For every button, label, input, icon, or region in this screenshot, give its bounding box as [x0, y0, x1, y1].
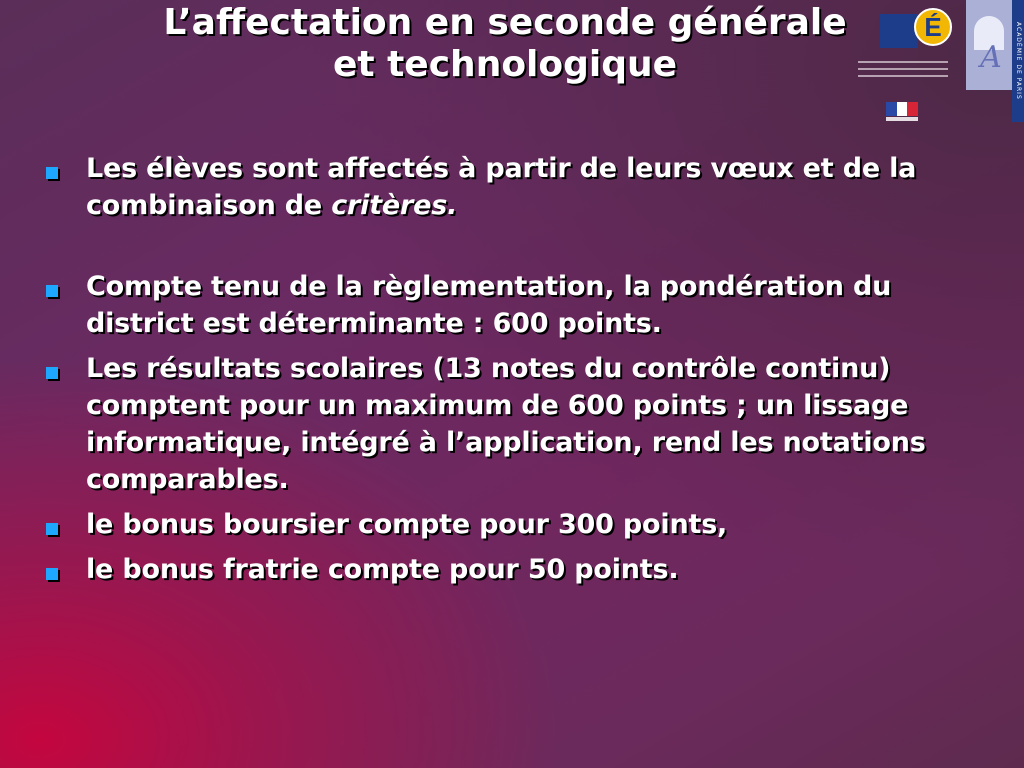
bullet-list [46, 150, 976, 596]
bullet-text-emphasis: critères. [331, 190, 458, 221]
logo-text-lines [858, 56, 948, 92]
bullet-text: le bonus fratrie compte pour 50 points. [86, 554, 679, 585]
bullet-square-icon [46, 167, 58, 179]
bullet-square-icon [46, 568, 58, 580]
bullet-text: Les élèves sont affectés à partir de leurs vœux et de la combinaison de [86, 153, 917, 221]
bullet-item [46, 506, 976, 543]
bullet-square-icon [46, 285, 58, 297]
academie-letter: A [980, 40, 1002, 75]
title-line-1: L’affectation en seconde générale [163, 2, 847, 43]
title-line-2: et technologique [332, 44, 678, 85]
e-accent-icon: É [914, 8, 952, 46]
education-logo [880, 6, 952, 58]
bullet-item [46, 268, 976, 342]
bullet-text: le bonus boursier compte pour 300 points, [86, 509, 728, 540]
bullet-item [46, 350, 976, 498]
logo-box [880, 14, 918, 48]
bullet-square-icon [46, 523, 58, 535]
bullet-text: Compte tenu de la règlementation, la pondération du district est déterminante : 600 points. [86, 271, 892, 339]
french-flag-icon [886, 102, 918, 122]
bullet-text: Les résultats scolaires (13 notes du contrôle continu) comptent pour un maximum de 600 points ; un lissage informatique, intégré à l’application, rend les notations comparables. [86, 353, 926, 495]
bullet-item [46, 150, 976, 224]
slide-title [90, 2, 920, 86]
academie-logo [966, 0, 1012, 90]
bullet-square-icon [46, 367, 58, 379]
bullet-item [46, 551, 976, 588]
academie-strip: ACADÉMIE DE PARIS [1012, 0, 1024, 122]
